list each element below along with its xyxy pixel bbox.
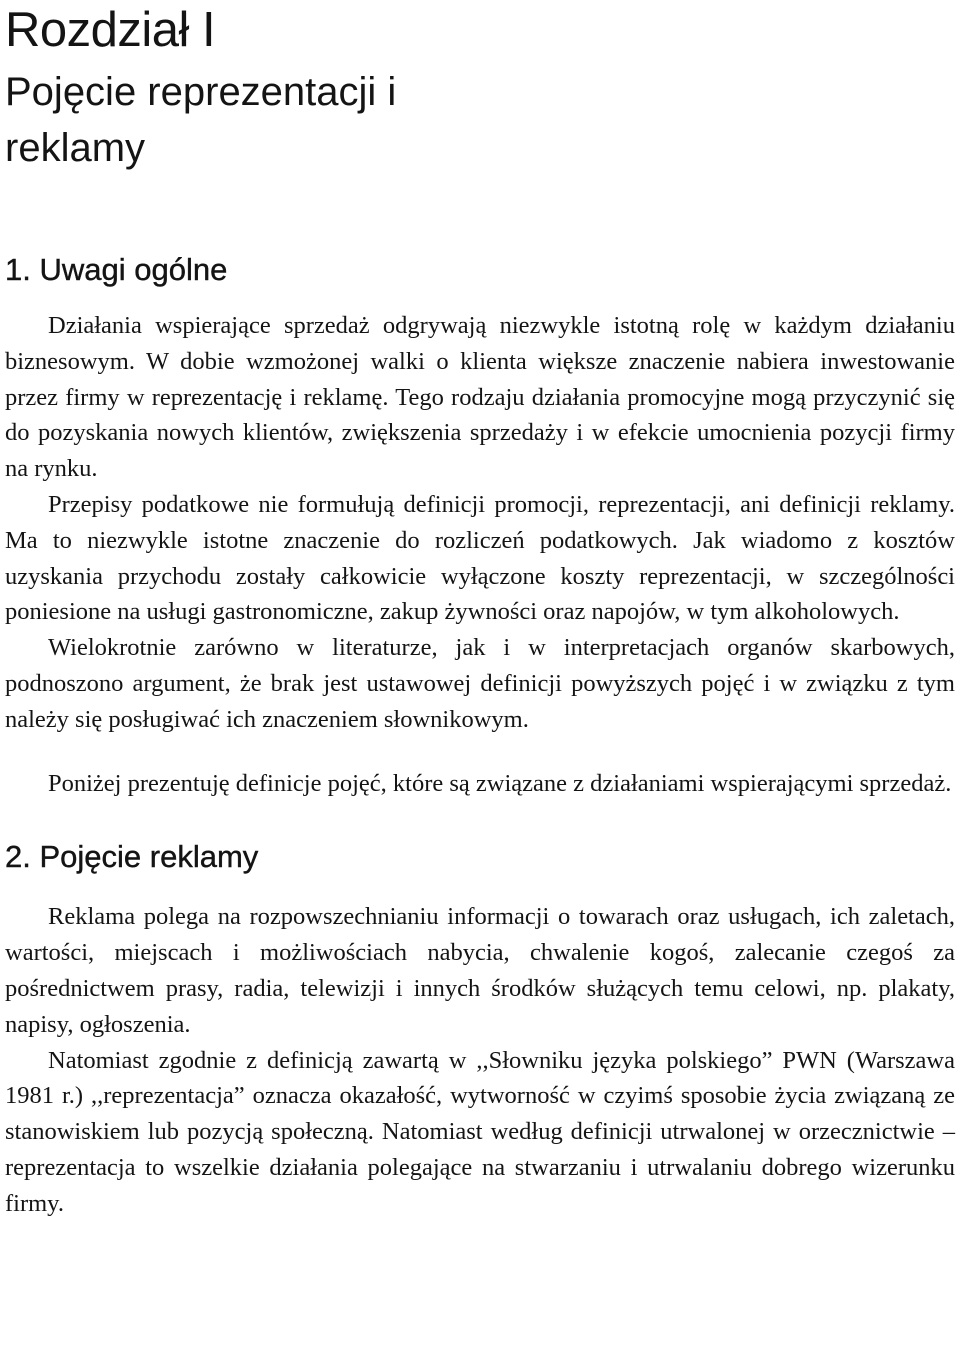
section-body-general-remarks [5, 308, 955, 801]
paragraph: Wielokrotnie zarówno w literaturze, jak i w interpretacjach organów skarbowych, podnoszono argument, że brak jest ustawowej definicji powyższych pojęć i w związku z tym należy się posługiwać ich znaczeniem słownikowym. [5, 634, 955, 733]
paragraph: Przepisy podatkowe nie formułują definicji promocji, reprezentacji, ani definicji reklamy. Ma to niezwykle istotne znaczenie do rozliczeń podatkowych. Jak wiadomo z kosztów uzyskania przychodu zostały całkowicie wyłączone koszty reprezentacji, w szczególności poniesione na usługi gastronomiczne, zakup żywności oraz napojów, w tym alkoholowych. [5, 490, 955, 626]
chapter-label: Rozdział I [5, 3, 216, 57]
paragraph: Natomiast zgodnie z definicją zawartą w ,,Słowniku języka polskiego” PWN (Warszawa 1981 r.) ,,reprezentacja” oznacza okazałość, wytworność w czyimś sposobie życia związaną ze stanowiskiem lub pozycją społeczną. Natomiast według definicji utrwalonej w orzecznictwie – reprezentacja to wszelkie działania polegające na stwarzaniu i utrwalaniu dobrego wizerunku firmy. [5, 1046, 955, 1217]
document-page [5, 0, 955, 1222]
paragraph: Reklama polega na rozpowszechnianiu informacji o towarach oraz usługach, ich zaletach, wartości, miejscach i możliwościach nabycia, chwalenie kogoś, zalecanie czegoś za pośrednictwem prasy, radia, telewizji i innych środków służących temu celowi, np. plakaty, napisy, ogłoszenia. [5, 903, 955, 1038]
section-heading-general-remarks: 1. Uwagi ogólne [5, 252, 228, 287]
chapter-title: Pojęcie reprezentacji i reklamy [5, 70, 397, 170]
paragraph: Działania wspierające sprzedaż odgrywają niezwykle istotną rolę w każdym działaniu biznesowym. W dobie wzmożonej walki o klienta większe znaczenie nabiera inwestowanie przez firmy w reprezentację i reklamę. Tego rodzaju działania promocyjne mogą przyczynić się do pozyskania nowych klientów, zwiększenia sprzedaży i w efekcie umocnienia pozycji firmy na rynku. [5, 312, 955, 483]
section-heading-advertising-concept: 2. Pojęcie reklamy [5, 839, 259, 875]
section-body-advertising-concept [5, 899, 955, 1221]
paragraph: Poniżej prezentuję definicje pojęć, które są związane z działaniami wspierającymi sprzedaż. [48, 769, 952, 797]
